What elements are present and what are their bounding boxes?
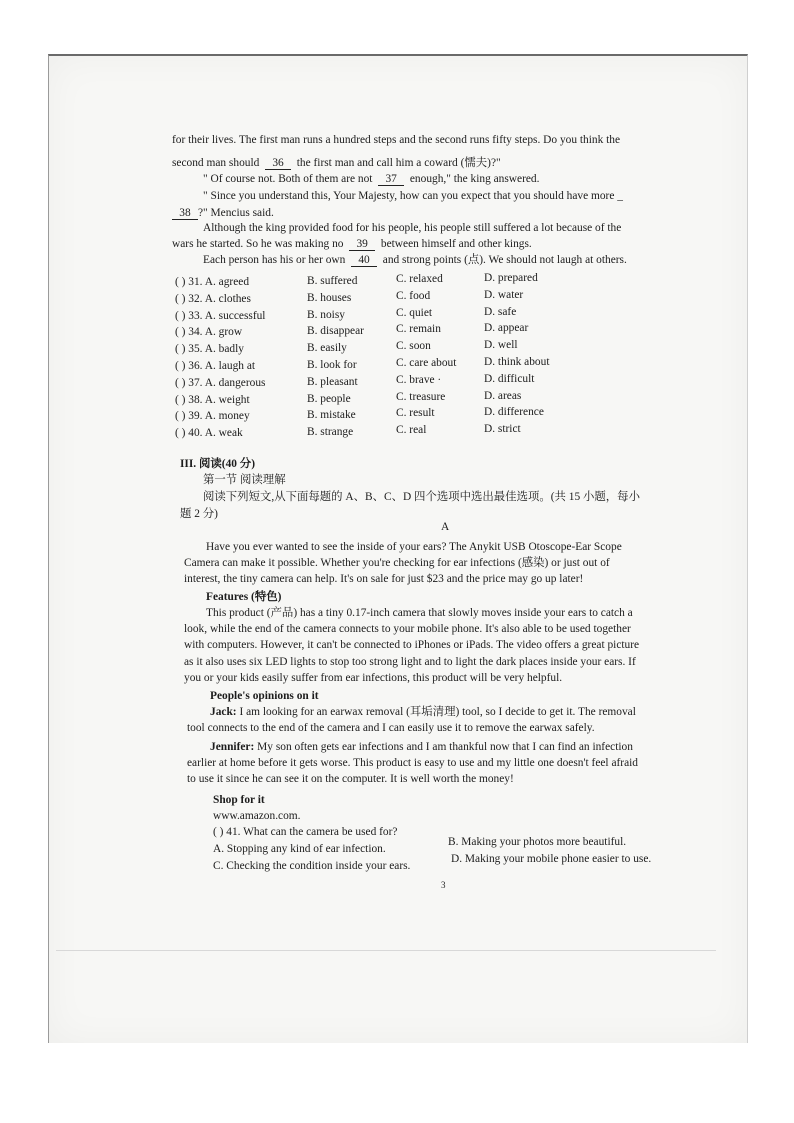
cloze-text: ?" Mencius said. <box>198 207 274 219</box>
blank-39: 39 <box>349 238 375 251</box>
opinions-heading: People's opinions on it <box>210 690 319 702</box>
cloze-text: " Since you understand this, Your Majesty, how can you expect that you should have more _ <box>203 190 623 202</box>
jennifer-name: Jennifer: <box>210 741 255 753</box>
option-d: D. think about <box>484 356 550 368</box>
page-number: 3 <box>441 880 446 890</box>
question-item: ( ) 39. A. money <box>175 410 250 423</box>
cloze-line-1 <box>172 133 620 147</box>
option-d: D. prepared <box>484 272 538 284</box>
cloze-line-6 <box>203 221 621 235</box>
option-b: B. disappear <box>307 325 364 338</box>
option-c: C. food <box>396 289 431 302</box>
cloze-line-5 <box>172 206 274 220</box>
option-c: C. quiet <box>396 306 433 319</box>
jack-line-1 <box>210 705 636 719</box>
cloze-text: enough," the king answered. <box>409 173 540 185</box>
shop-heading: Shop for it <box>213 794 265 806</box>
features-line-2: look, while the end of the camera connects to your mobile phone. It's also able to be used together <box>184 623 631 635</box>
jack-line-2: tool connects to the end of the camera and I can easily use it to remove the earwax safely. <box>187 722 595 734</box>
question-item: ( ) 35. A. badly <box>175 343 244 356</box>
blank-38: 38 <box>172 207 198 220</box>
option-b: B. look for <box>307 359 357 371</box>
cloze-text: Although the king provided food for his people, his people still suffered a lot because of the <box>203 222 622 234</box>
features-heading: Features (特色) <box>206 591 282 603</box>
intro-line-2: Camera can make it possible. Whether you're checking for ear infections (感染) or just out of <box>184 557 610 569</box>
blank-37: 37 <box>378 173 404 186</box>
jennifer-line-1 <box>210 740 633 754</box>
option-d: D. areas <box>484 389 522 402</box>
option-c: C. remain <box>396 323 441 336</box>
question-41: ( ) 41. What can the camera be used for? <box>213 826 398 838</box>
cloze-line-8 <box>203 253 627 267</box>
option-d: D. difference <box>484 406 544 419</box>
option-d: D. difficult <box>484 372 535 385</box>
jennifer-line-2: earlier at home before it gets worse. This product is easy to use and my little one doesn't feel afraid <box>187 757 638 769</box>
features-line-3: with computers. However, it can't be connected to iPhones or iPads. The video offers a great picture <box>184 639 640 651</box>
cloze-text: for their lives. The first man runs a hundred steps and the second runs fifty steps. Do you think the <box>172 134 621 146</box>
option-d: D. safe <box>484 305 517 318</box>
shop-url: www.amazon.com. <box>213 810 301 822</box>
sheet-divider <box>56 950 716 951</box>
q41-option-c: C. Checking the condition inside your ears. <box>213 860 411 872</box>
cloze-line-4 <box>203 189 623 203</box>
blank-40: 40 <box>351 254 377 267</box>
part-title: 第一节 阅读理解 <box>203 474 286 486</box>
question-item: ( ) 40. A. weak <box>175 427 243 440</box>
q41-option-a: A. Stopping any kind of ear infection. <box>213 843 386 855</box>
option-c: C. real <box>396 424 427 437</box>
features-line-5: you or your kids easily suffer from ear infections, this product will be very helpful. <box>184 672 563 684</box>
section-title: III. 阅读(40 分) <box>180 458 255 470</box>
option-d: D. well <box>484 339 518 352</box>
cloze-text: Each person has his or her own <box>203 254 346 266</box>
option-d: D. water <box>484 288 524 301</box>
passage-label: A <box>441 521 450 533</box>
instructions-line-1: 阅读下列短文,从下面每题的 A、B、C、D 四个选项中选出最佳选项。(共 15 小题，每小 <box>203 491 640 503</box>
features-line-4: as it also uses six LED lights to stop too strong light and to light the dark places inside your ears. If <box>184 656 636 668</box>
q41-option-d: D. Making your mobile phone easier to use. <box>451 853 652 865</box>
q41-option-b: B. Making your photos more beautiful. <box>448 836 627 848</box>
cloze-line-7 <box>172 237 532 251</box>
option-b: B. noisy <box>307 308 345 321</box>
option-c: C. result <box>396 407 435 420</box>
intro-line-1: Have you ever wanted to see the inside of your ears? The Anykit USB Otoscope-Ear Scope <box>206 541 622 553</box>
cloze-text: between himself and other kings. <box>380 238 532 250</box>
question-item: ( ) 38. A. weight <box>175 393 250 406</box>
question-item: ( ) 36. A. laugh at <box>175 360 256 372</box>
question-item: ( ) 32. A. clothes <box>175 292 251 305</box>
jack-name: Jack: <box>210 706 237 718</box>
option-d: D. strict <box>484 423 521 436</box>
option-c: C. care about <box>396 357 457 369</box>
option-c: C. relaxed <box>396 273 443 285</box>
cloze-text: the first man and call him a coward (懦夫)?" <box>296 157 501 169</box>
cloze-line-2 <box>172 156 501 170</box>
instructions-line-2: 题 2 分) <box>180 508 218 520</box>
option-c: C. soon <box>396 340 431 353</box>
cloze-text: second man should <box>172 157 260 169</box>
option-c: C. brave · <box>396 373 442 386</box>
cloze-line-3 <box>203 172 539 186</box>
cloze-text: and strong points (点). We should not laugh at others. <box>382 254 627 266</box>
option-d: D. appear <box>484 322 529 335</box>
cloze-text: " Of course not. Both of them are not <box>203 173 373 185</box>
option-b: B. easily <box>307 342 347 355</box>
blank-36: 36 <box>265 157 291 170</box>
cloze-text: wars he started. So he was making no <box>172 238 344 250</box>
intro-line-3: interest, the tiny camera can help. It's on sale for just $23 and the price may go up later! <box>184 573 584 585</box>
question-item: ( ) 31. A. agreed <box>175 276 250 288</box>
question-item: ( ) 33. A. successful <box>175 309 266 322</box>
features-line-1: This product (产品) has a tiny 0.17-inch camera that slowly moves inside your ears to catch a <box>206 607 633 619</box>
option-b: B. suffered <box>307 275 358 287</box>
jennifer-text: My son often gets ear infections and I am thankful now that I can find an infection <box>257 741 633 753</box>
option-b: B. houses <box>307 291 352 304</box>
question-item: ( ) 34. A. grow <box>175 326 243 339</box>
jennifer-line-3: to use it since he can see it on the computer. It is well worth the money! <box>187 773 514 785</box>
option-b: B. people <box>307 392 351 405</box>
option-b: B. strange <box>307 426 354 439</box>
option-c: C. treasure <box>396 390 446 403</box>
option-b: B. mistake <box>307 409 356 422</box>
question-item: ( ) 37. A. dangerous <box>175 376 266 389</box>
jack-text: I am looking for an earwax removal (耳垢清理) tool, so I decide to get it. The removal <box>239 706 636 718</box>
option-b: B. pleasant <box>307 375 358 388</box>
